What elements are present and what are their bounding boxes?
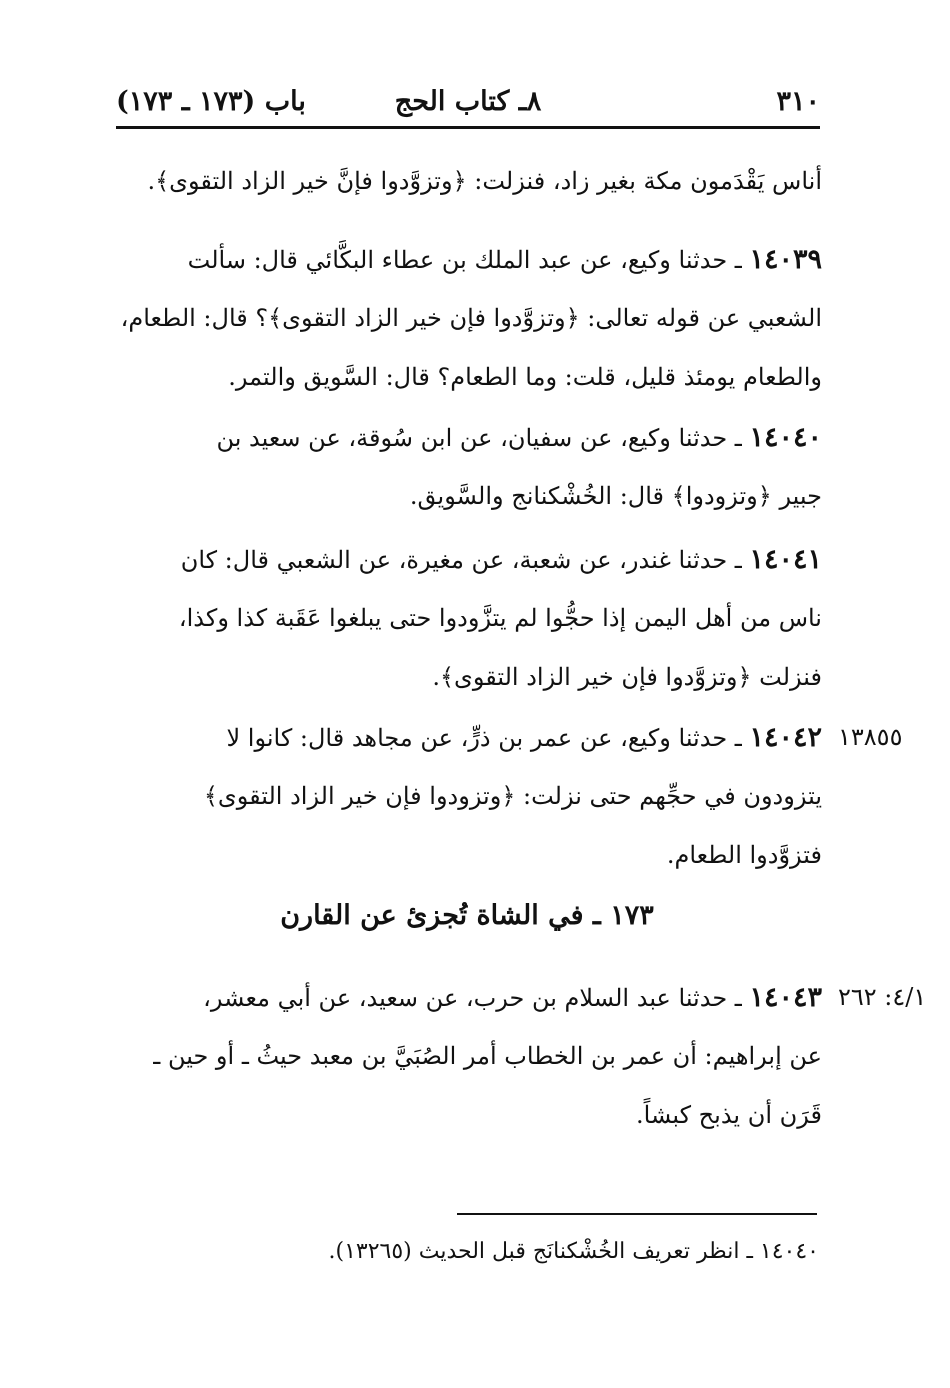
running-head-chapter: باب (١٧٣ ـ ١٧٣) bbox=[116, 86, 306, 117]
hadith-14042 bbox=[112, 708, 822, 885]
text-line: أناس يَقْدَمون مكة بغير زاد، فنزلت: ﴿وتزوَّدوا فإنَّ خير الزاد التقوى﴾. bbox=[147, 167, 822, 195]
text-line: فنزلت ﴿وتزوَّدوا فإن خير الزاد التقوى﴾. bbox=[432, 663, 822, 691]
text-line: ـ حدثنا وكيع، عن عبد الملك بن عطاء البكَّائي قال: سألت bbox=[187, 246, 742, 274]
text-line: قَرَن أن يذبح كبشاً. bbox=[636, 1101, 822, 1129]
hadith-number: ١٤٠٤١ bbox=[749, 544, 822, 575]
page-number: ٣١٠ bbox=[776, 86, 820, 117]
hadith-14043 bbox=[112, 968, 822, 1145]
text-line-first bbox=[112, 230, 822, 289]
margin-reference: ١٣٨٥٥ bbox=[838, 723, 903, 751]
text-line: عن إبراهيم: أن عمر بن الخطاب أمر الصُبَيَّ بن معبد حيثُ ـ أو حين ـ bbox=[153, 1042, 822, 1070]
text-line-first bbox=[112, 530, 822, 589]
hadith-number: ١٤٠٤٣ bbox=[749, 982, 822, 1013]
hadith-number: ١٤٠٣٩ bbox=[749, 244, 822, 275]
text-line: ـ حدثنا عبد السلام بن حرب، عن سعيد، عن أبي معشر، bbox=[203, 984, 742, 1012]
section-title: ١٧٣ ـ في الشاة تُجزئ عن القارن bbox=[280, 900, 654, 931]
text-line: جبير ﴿وتزودوا﴾ قال: الخُشْكنانج والسَّويق. bbox=[409, 482, 822, 510]
paragraph-continuation bbox=[112, 152, 822, 211]
hadith-14039 bbox=[112, 230, 822, 407]
text-line-first bbox=[112, 408, 822, 467]
text-line: والطعام يومئذ قليل، قلت: وما الطعام؟ قال: السَّويق والتمر. bbox=[228, 363, 822, 391]
text-line-first bbox=[112, 708, 822, 767]
hadith-14041 bbox=[112, 530, 822, 707]
footnote bbox=[112, 1230, 822, 1274]
page-header bbox=[116, 82, 820, 122]
running-head-book: ٨ـ كتاب الحج bbox=[394, 86, 542, 117]
text-line: ـ حدثنا وكيع، عن سفيان، عن ابن سُوقة، عن سعيد بن bbox=[216, 424, 742, 452]
footnote-text: ١٤٠٤٠ ـ انظر تعريف الخُشْكنانَج قبل الحديث (١٣٢٦٥). bbox=[328, 1239, 819, 1264]
text-line-first bbox=[112, 968, 822, 1027]
text-line: يتزودون في حجِّهم حتى نزلت: ﴿وتزودوا فإن خير الزاد التقوى﴾ bbox=[203, 782, 822, 810]
text-line: فتزوَّدوا الطعام. bbox=[666, 841, 822, 869]
text-line: ناس من أهل اليمن إذا حجُّوا لم يتزَّودوا حتى يبلغوا عَقَبة كذا وكذا، bbox=[178, 604, 822, 632]
margin-reference: ٤/١: ٢٦٢ bbox=[838, 983, 927, 1011]
text-line: الشعبي عن قوله تعالى: ﴿وتزوَّدوا فإن خير الزاد التقوى﴾؟ قال: الطعام، bbox=[120, 304, 822, 332]
hadith-14040 bbox=[112, 408, 822, 526]
text-line: ـ حدثنا وكيع، عن عمر بن ذرٍّ، عن مجاهد قال: كانوا لا bbox=[226, 724, 742, 752]
hadith-number: ١٤٠٤٢ bbox=[749, 722, 822, 753]
footnote-rule bbox=[457, 1213, 817, 1215]
header-rule bbox=[116, 126, 820, 129]
hadith-number: ١٤٠٤٠ bbox=[749, 422, 822, 453]
text-line: ـ حدثنا غندر، عن شعبة، عن مغيرة، عن الشعبي قال: كان bbox=[180, 546, 742, 574]
